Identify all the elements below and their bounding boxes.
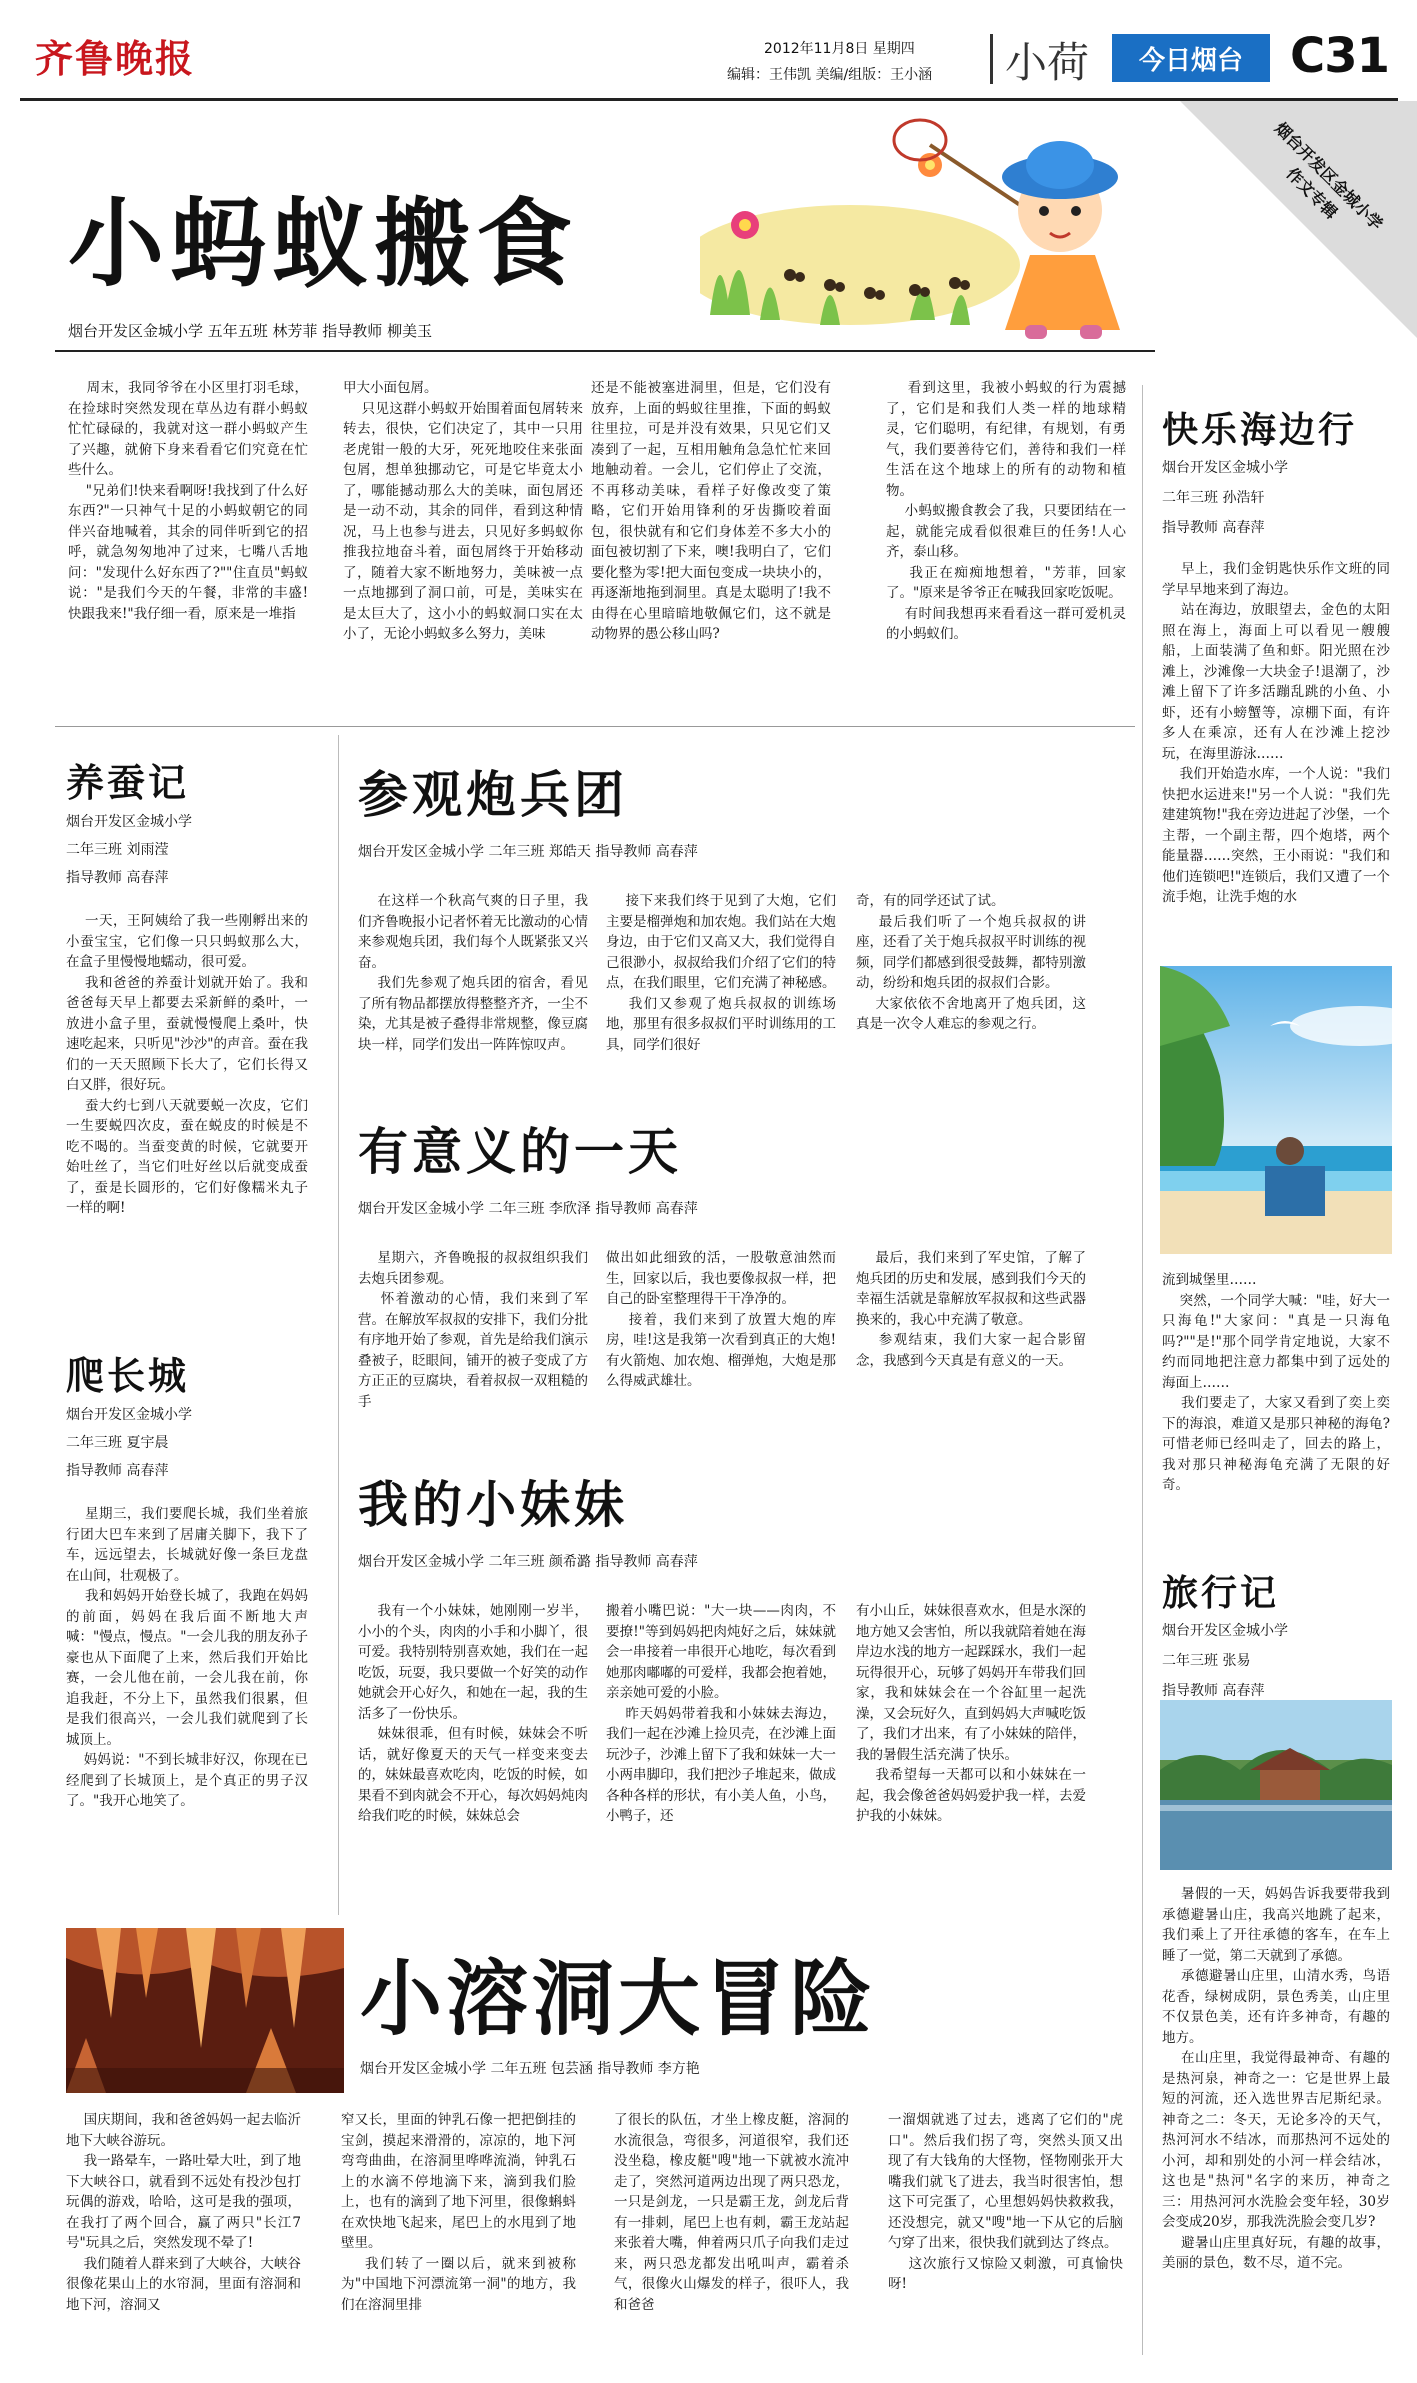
center-right-divider — [1142, 385, 1143, 2355]
travel-author: 二年三班 张易 — [1162, 1653, 1251, 1669]
travel-title: 旅行记 — [1162, 1573, 1280, 1614]
artillery-col2: 接下来我们终于见到了大炮，它们主要是榴弹炮和加农炮。我们站在大炮身边，由于它们又高又大，我们觉得自己很渺小，叔叔给我们介绍了它们的特点，在我们眼里，它们充满了神秘感。 我们又参观了炮兵叔叔的训练场地，那里有很多叔叔们平时训练用的工具，同学们很好 — [606, 893, 837, 1053]
artillery-byline: 烟台开发区金城小学 二年三班 郑皓天 指导教师 高春萍 — [358, 844, 698, 860]
main-article-col3: 还是不能被塞进洞里，但是，它们没有放弃，上面的蚂蚁往里推，下面的蚂蚁往里拉，可是并没有效果，只见它们又凑到了一起，互相用触角急急忙忙来回地触动着。一会儿，它们停止了交流，不再移动美味，看样子好像改变了策略，它们开始用锋利的牙齿撕咬着面包，很快就有和它们身体差不多大小的面包被切割了下来，噢!我明白了，它们要化整为零!把大面包变成一块块小的，再逐渐地拖到洞里。真是太聪明了!我不由得在心里暗暗地敬佩它们，这不就是动物界的愚公移山吗? — [591, 380, 831, 642]
silkworm-school: 烟台开发区金城小学 — [66, 814, 192, 830]
meaningful-day-col1: 星期六，齐鲁晚报的叔叔组织我们去炮兵团参观。 怀着激动的心情，我们来到了军营。在解放军叔叔的安排下，我们分批有序地开始了参观，首先是给我们演示叠被子，眨眼间，铺开的被子变成了方方正正的豆腐块，看着叔叔一双粗糙的手 — [358, 1250, 589, 1410]
main-article-byline: 烟台开发区金城小学 五年五班 林芳菲 指导教师 柳美玉 — [68, 322, 433, 340]
silkworm-teacher: 指导教师 高春萍 — [66, 870, 169, 886]
travel-body: 暑假的一天，妈妈告诉我要带我到承德避暑山庄，我高兴地跳了起来，我们乘上了开往承德的客车，在车上睡了一觉，第二天就到了承德。 承德避暑山庄里，山清水秀，鸟语花香，绿树成阴，景色秀美，山庄里不仅景色美，还有许多神奇，有趣的地方。 在山庄里，我觉得最神奇、有趣的是热河泉，神奇之一：它是世界上最短的河流，还入选世界吉尼斯纪录。神奇之二：冬天，无论多冷的天气，热河河水不结冰，而那热河不远处的小河，却和别处的小河一样会结冰，这也是"热河"名字的来历，神奇之三：用热河河水洗脸会变年轻，30岁会变成20岁，那我洗洗脸会变几岁? 避暑山庄里真好玩，有趣的故事，美丽的景色，数不尽，道不完。 — [1162, 1886, 1391, 2271]
cave-article-col4: 一溜烟就逃了过去，逃离了它们的"虎口"。然后我们拐了弯，突然头顶又出现了有大钱角的大怪物，怪物刚张开大嘴我们就飞了进去，我当时很害怕，想这下可完蛋了，心里想妈妈快救救我，还没想完，就又"嗖"地一下从它的后脑勺穿了出来，很快我们就到达了终点。 这次旅行又惊险又刺激，可真愉快呀! — [888, 2112, 1123, 2292]
silkworm-author: 二年三班 刘雨滢 — [66, 842, 169, 858]
article-artillery — [358, 755, 1128, 1091]
little-sister-col3: 有小山丘，妹妹很喜欢水，但是水深的地方她又会害怕，所以我就陪着她在海岸边水浅的地方一起踩踩水，我们一起玩得很开心，玩够了妈妈开车带我们回家，我和妹妹会在一个谷缸里一起洗澡，又会玩好久，直到妈妈大声喊吃饭了，我们才出来，有了小妹妹的陪伴，我的暑假生活充满了快乐。 我希望每一天都可以和小妹妹在一起，我会像爸爸妈妈爱护我一样，去爱护我的小妹妹。 — [856, 1603, 1087, 1824]
main-article-body — [68, 378, 1143, 708]
header-divider — [990, 34, 993, 84]
travel-school: 烟台开发区金城小学 — [1162, 1623, 1288, 1639]
section-badge: 今日烟台 — [1112, 34, 1270, 82]
cave-article-col1: 国庆期间，我和爸爸妈妈一起去临沂地下大峡谷游玩。 我一路晕车，一路吐晕大吐，到了地下大峡谷口，就看到不远处有投沙包打玩偶的游戏，哈哈，这可是我的强项，在我打了两个回合，赢了两只"长江7号"玩具之后，突然发现不晕了! 我们随着人群来到了大峡谷，大峡谷很像花果山上的水帘洞，里面有溶洞和地下河，溶洞又 — [66, 2112, 302, 2313]
meaningful-day-col3: 最后，我们来到了军史馆，了解了炮兵团的历史和发展，感到我们今天的幸福生活就是靠解放军叔叔和这些武器换来的，我心中充满了敬意。 参观结束，我们大家一起合影留念，我感到今天真是有意义的一天。 — [856, 1250, 1087, 1369]
main-title-rule — [55, 350, 1155, 352]
main-article-col4: 看到这里，我被小蚂蚁的行为震撼了，它们是和我们人类一样的地球精灵，它们聪明，有纪律，有规划，有勇气，我们要善待它们，善待和我们一样生活在这个地球上的所有的动物和植物。 小蚂蚁搬食教会了我，只要团结在一起，就能完成看似很难巨的任务!人心齐，泰山移。 我正在痴痴地想着，"芳菲，回家了。"原来是爷爷正在喊我回家吃饭呢。 有时间我想再来看看这一群可爱机灵的小蚂蚁们。 — [886, 380, 1126, 642]
artillery-col1: 在这样一个秋高气爽的日子里，我们齐鲁晚报小记者怀着无比激动的心情来参观炮兵团，我们每个人既紧张又兴奋。 我们先参观了炮兵团的宿舍，看见了所有物品都摆放得整整齐齐，一尘不染，尤其是被子叠得非常规整，像豆腐块一样，同学们发出一阵阵惊叹声。 — [358, 893, 589, 1053]
seaside-photo — [1160, 966, 1392, 1254]
ant-illustration — [700, 115, 1170, 345]
article-travel — [1162, 1565, 1402, 1700]
seaside-title: 快乐海边行 — [1162, 410, 1358, 451]
little-sister-byline: 烟台开发区金城小学 二年三班 颜希潞 指导教师 高春萍 — [358, 1554, 698, 1570]
cave-article-col3: 了很长的队伍，才坐上橡皮艇，溶洞的水流很急，弯很多，河道很窄，我们还没坐稳，橡皮艇"嗖"地一下就被水流冲走了，突然河道两边出现了两只恐龙，一只是剑龙，一只是霸王龙，剑龙后背有一排刺，尾巴上也有刺，霸王龙站起来张着大嘴，伸着两只爪子向我们走过来，两只恐龙都发出吼叫声，霸着杀气，很像火山爆发的样子，很吓人，我和爸爸 — [614, 2112, 849, 2313]
article-great-wall — [66, 1345, 316, 1812]
meaningful-day-byline: 烟台开发区金城小学 二年三班 李欣泽 指导教师 高春萍 — [358, 1201, 698, 1217]
masthead-logo: 齐鲁晚报 — [35, 36, 196, 81]
little-sister-title: 我的小妹妹 — [358, 1476, 628, 1534]
summer-resort-photo — [1160, 1700, 1392, 1870]
meaningful-day-title: 有意义的一天 — [358, 1123, 682, 1181]
artillery-title: 参观炮兵团 — [358, 766, 628, 824]
great-wall-body: 星期三，我们要爬长城，我们坐着旅行团大巴车来到了居庸关脚下，我下了车，远远望去，长城就好像一条巨龙盘在山间，壮观极了。 我和妈妈开始登长城了，我跑在妈妈的前面，妈妈在我后面不断地大声喊："慢点，慢点。"一会儿我的朋友孙子豪也从下面爬了上来，然后我们开始比赛，一会儿他在前，一会儿我在前，你追我赶，不分上下，虽然我们很累，但是我们很高兴，一会儿我们就爬到了长城顶上。 妈妈说："不到长城非好汉，你现在已经爬到了长城顶上，是个真正的男子汉了。"我开心地笑了。 — [66, 1506, 309, 1809]
seaside-author: 二年三班 孙浩轩 — [1162, 490, 1265, 506]
meaningful-day-col2: 做出如此细致的活，一股敬意油然而生，回家以后，我也要像叔叔一样，把自己的卧室整理得干干净净的。 接着，我们来到了放置大炮的库房，哇!这是我第一次看到真正的大炮!有火箭炮、加农炮、榴弹炮，大炮是那么得威武雄壮。 — [606, 1250, 837, 1389]
main-article-title: 小蚂蚁搬食 — [68, 188, 578, 300]
great-wall-teacher: 指导教师 高春萍 — [66, 1463, 169, 1479]
great-wall-title: 爬长城 — [66, 1354, 190, 1398]
issue-date: 2012年11月8日 星期四 — [764, 41, 915, 57]
corner-ribbon — [1180, 101, 1417, 338]
article-little-sister — [358, 1465, 1128, 1901]
artillery-col3: 奇，有的同学还试了试。 最后我们听了一个炮兵叔叔的讲座，还看了关于炮兵叔叔平时训练的视频，同学们都感到很受鼓舞，都特别激动，纷纷和炮兵团的叔叔们合影。 大家依依不舍地离开了炮兵团，这真是一次令人难忘的参观之行。 — [856, 893, 1087, 1032]
seaside-body-bottom: 流到城堡里…… 突然，一个同学大喊："哇，好大一只海龟!"大家问："真是一只海龟吗?""是!"那个同学肯定地说，大家不约而同地把注意力都集中到了远处的海面上…… 我们要走了，大家又看到了奕上奕下的海浪，难道又是那只神秘的海龟?可惜老师已经叫走了，回去的路上，我对那只神秘海龟充满了无限的好奇。 — [1162, 1272, 1391, 1493]
editor-credits: 编辑：王伟凯 美编/组版：王小涵 — [727, 67, 933, 83]
cave-article-byline: 烟台开发区金城小学 二年五班 包芸涵 指导教师 李方艳 — [360, 2061, 700, 2077]
silkworm-body: 一天，王阿姨给了我一些刚孵出来的小蚕宝宝，它们像一只只蚂蚁那么大，在盒子里慢慢地蠕动，很可爱。 我和爸爸的养蚕计划就开始了。我和爸爸每天早上都要去采新鲜的桑叶，一放进小盒子里，蚕就慢慢爬上桑叶，快速吃起来，只听见"沙沙"的声音。蚕在我们的一天天照顾下长大了，它们长得又白又胖，很好玩。 蚕大约七到八天就要蜕一次皮，它们一生要蜕四次皮，蚕在蜕皮的时候是不吃不喝的。当蚕变黄的时候，它就要开始吐丝了，当它们吐好丝以后就变成蚕了，蚕是长圆形的，它们好像糯米丸子一样的啊! — [66, 913, 309, 1216]
little-sister-col2: 搬着小嘴巴说："大一块——肉肉，不要撩!"等到妈妈把肉炖好之后，妹妹就会一串接着一串很开心地吃，每次看到她那肉嘟嘟的可爱样，我都会抱着她，亲亲她可爱的小脸。 昨天妈妈带着我和小妹妹去海边，我们一起在沙滩上捡贝壳，在沙滩上面玩沙子，沙滩上留下了我和妹妹一大一小两串脚印，我们把沙子堆起来，做成各种各样的形状，有小美人鱼，小鸟，小鸭子，还 — [606, 1603, 837, 1824]
main-article-col2: 甲大小面包屑。 只见这群小蚂蚁开始围着面包屑转来转去，很快，它们决定了，其中一只用老虎钳一般的大牙，死死地咬住来张面包屑，想单独挪动它，可是它毕竟太小了，哪能撼动那么大的美味，面包屑还是一动不动，其余的同伴，看到这种情况，马上也参与进去，只见好多蚂蚁你推我拉地奋斗着，面包屑终于开始移动了，随着大家不断地努力，美味被一点一点地挪到了洞口前，可是，美味实在是太巨大了，这小小的蚂蚁洞口实在太小了，无论小蚂蚁多么努力，美味 — [343, 380, 583, 642]
travel-teacher: 指导教师 高春萍 — [1162, 1683, 1265, 1699]
cave-article-col2: 窄又长，里面的钟乳石像一把把倒挂的宝剑，摸起来滑滑的，凉凉的，地下河弯弯曲曲，在溶洞里哗哗流淌，钟乳石上的水滴不停地滴下来，滴到我们脸上，也有的滴到了地下河里，很像蝌蚪在欢快地飞起来，尾巴上的水甩到了地壁里。 我们转了一圈以后，就来到被称为"中国地下河漂流第一洞"的地方，我们在溶洞里排 — [341, 2112, 576, 2313]
article-seaside — [1162, 402, 1402, 908]
section-name: 小荷 — [1005, 38, 1090, 87]
seaside-body-top: 早上，我们金钥匙快乐作文班的同学早早地来到了海边。 站在海边，放眼望去，金色的太阳照在海上，海面上可以看见一艘艘船，上面装满了鱼和虾。阳光照在沙滩上，沙滩像一大块金子!退潮了，沙滩上留下了许多活蹦乱跳的小鱼、小虾，还有小螃蟹等，凉棚下面，有许多人在乘凉，还有人在沙滩上挖沙玩，在海里游泳…… 我们开始造水库，一个人说："我们快把水运进来!"另一个人说："我们先建建筑物!"我在旁边进起了沙堡，一个主帮，一个副主帮，四个炮塔，两个能量器……突然，王小雨说："我们和他们连锁吧!"连锁后，我们又遭了一个流手炮，让洗手炮的水 — [1162, 561, 1391, 905]
article-silkworm — [66, 752, 316, 1219]
main-article-bottom-rule — [55, 726, 1135, 727]
left-column-divider — [338, 735, 339, 1915]
great-wall-school: 烟台开发区金城小学 — [66, 1407, 192, 1423]
seaside-teacher: 指导教师 高春萍 — [1162, 520, 1265, 536]
cave-article-title: 小溶洞大冒险 — [360, 1952, 877, 2047]
article-meaningful-day — [358, 1112, 1128, 1448]
cave-photo — [66, 1928, 344, 2093]
little-sister-col1: 我有一个小妹妹，她刚刚一岁半，小小的个头，肉肉的小手和小脚丫，很可爱。我特别特别喜欢她，我们在一起吃饭，玩耍，我只要做一个好笑的动作她就会开心好久，和她在一起，我的生活多了一份快乐。 妹妹很乖，但有时候，妹妹会不听话，就好像夏天的天气一样变来变去的，妹妹最喜欢吃肉，吃饭的时候，如果看不到肉就会不开心，每次妈妈炖肉给我们吃的时候，妹妹总会 — [358, 1603, 589, 1824]
seaside-school: 烟台开发区金城小学 — [1162, 460, 1288, 476]
silkworm-title: 养蚕记 — [66, 761, 190, 805]
page-number: C31 — [1290, 28, 1390, 84]
great-wall-author: 二年三班 夏宇晨 — [66, 1435, 169, 1451]
cave-article-body — [66, 2110, 1131, 2370]
ribbon-text: 烟台开发区金城小学 作文专辑 — [1271, 118, 1387, 234]
main-article-col1: 周末，我同爷爷在小区里打羽毛球，在捡球时突然发现在草丛边有群小蚂蚁忙忙碌碌的，我就对这一群小蚂蚁产生了兴趣，就俯下身来看看它们究竟在忙些什么。 "兄弟们!快来看啊呀!我找到了什么好东西?"一只神气十足的小蚂蚁朝它的同伴兴奋地喊着，其余的同伴听到它的招呼，就急匆匆地冲了过来，七嘴八舌地问："发现什么好东西了?""住直员"蚂蚁说："是我们今天的午餐，非常的丰盛!快跟我来!"我仔细一看，原来是一堆指 — [68, 380, 308, 622]
